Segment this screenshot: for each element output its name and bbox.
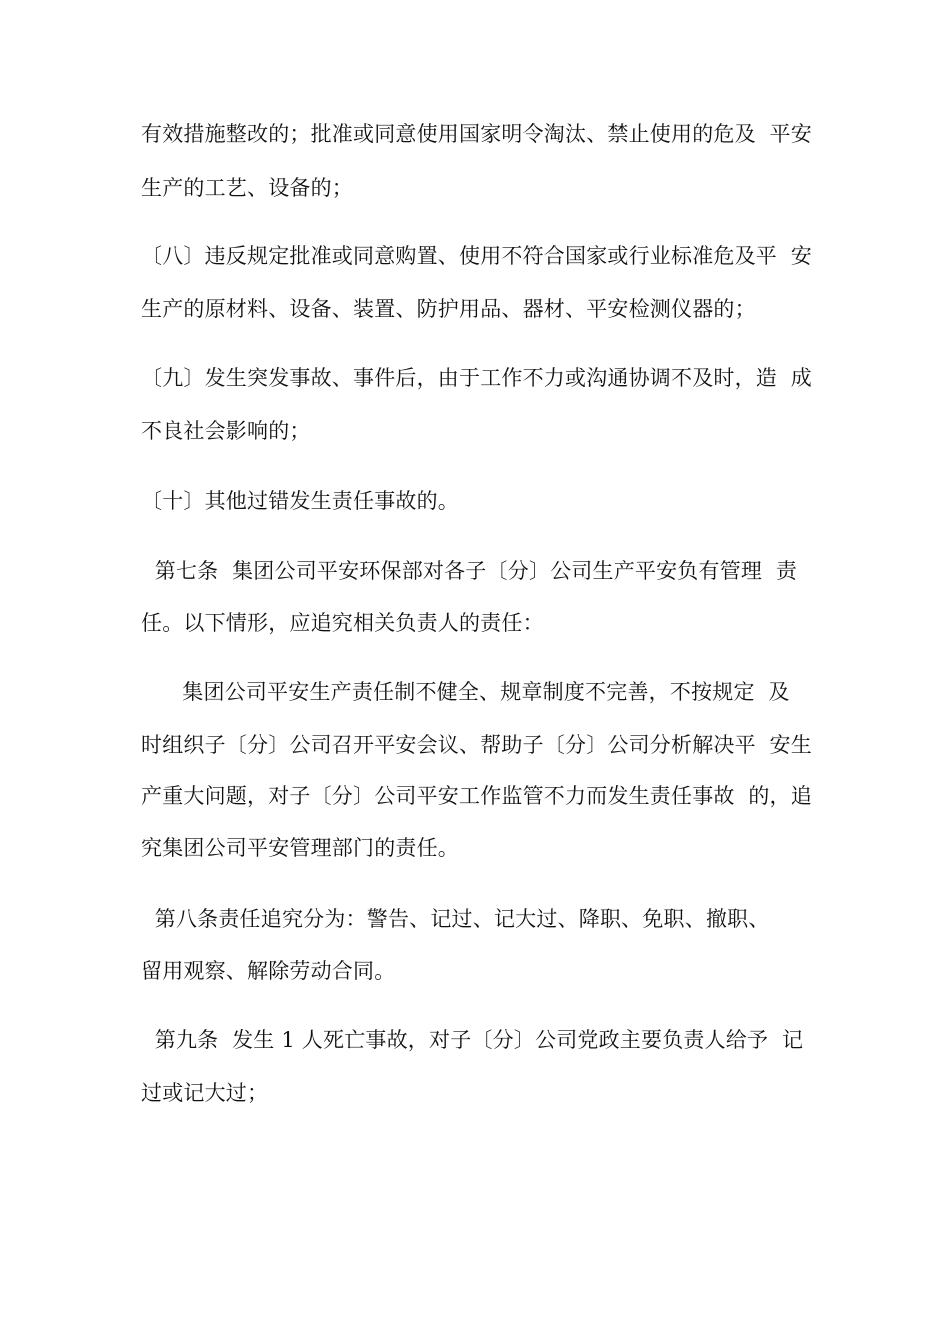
paragraph-5-line-2: 任。以下情形，应追究相关负责人的责任： (141, 611, 544, 635)
paragraph-7-line-2: 留用观察、解除劳动合同。 (141, 959, 396, 983)
paragraph-6-line-3: 产重大问题，对子〔分〕公司平安工作监管不力而发生责任事故 的，追 (141, 784, 812, 808)
paragraph-6-line-2: 时组织子〔分〕公司召开平安会议、帮助子〔分〕公司分析解决平 安生 (141, 733, 812, 757)
paragraph-5-line-1: 第七条 集团公司平安环保部对各子〔分〕公司生产平安负有管理 责 (141, 559, 798, 583)
paragraph-1-line-2: 生产的工艺、设备的； (141, 176, 353, 200)
paragraph-1-line-1: 有效措施整改的；批准或同意使用国家明令淘汰、禁止使用的危及 平安 (141, 122, 812, 146)
paragraph-2-line-1: 〔八〕违反规定批准或同意购置、使用不符合国家或行业标准危及平 安 (141, 244, 812, 268)
paragraph-4-line-1: 〔十〕其他过错发生责任事故的。 (141, 489, 459, 513)
paragraph-6-line-1: 集团公司平安生产责任制不健全、规章制度不完善，不按规定 及 (141, 680, 790, 704)
paragraph-8-line-2: 过或记大过； (141, 1081, 269, 1105)
paragraph-2-line-2: 生产的原材料、设备、装置、防护用品、器材、平安检测仪器的； (141, 297, 756, 321)
paragraph-8-line-1: 第九条 发生 1 人死亡事故，对子〔分〕公司党政主要负责人给予 记 (141, 1028, 804, 1052)
paragraph-6-line-4: 究集团公司平安管理部门的责任。 (141, 836, 459, 860)
paragraph-7-line-1: 第八条责任追究分为：警告、记过、记大过、降职、免职、撤职、 (141, 907, 770, 931)
paragraph-3-line-1: 〔九〕发生突发事故、事件后，由于工作不力或沟通协调不及时，造 成 (141, 366, 812, 390)
paragraph-3-line-2: 不良社会影响的； (141, 419, 311, 443)
